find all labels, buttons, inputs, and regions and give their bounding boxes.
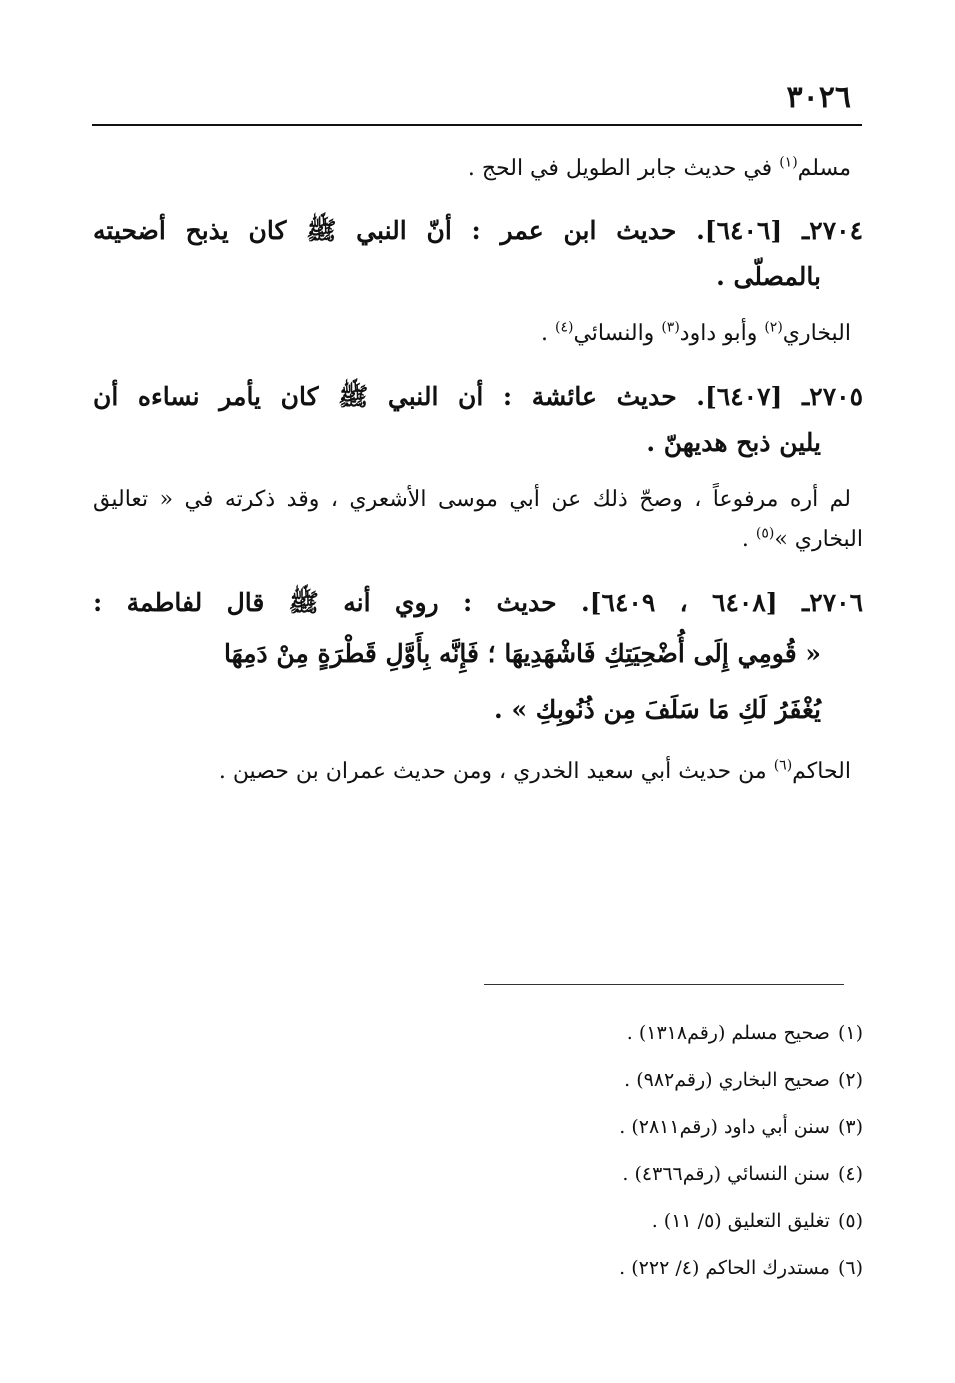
source-text: الحاكم: [792, 759, 851, 784]
footnote-ref: (٥): [755, 525, 775, 542]
footnote-item: [363, 1151, 863, 1198]
footnote-ref: (٣): [661, 319, 680, 336]
header-rule: [92, 124, 862, 126]
hadith-entry-2705: [93, 374, 863, 560]
footnote-text: سنن النسائي (رقم٤٣٦٦) .: [622, 1163, 830, 1185]
footnote-item: [363, 1245, 863, 1292]
entry-source-line: [93, 520, 863, 560]
footnote-text: تغليق التعليق (٥/ ١١) .: [651, 1210, 830, 1232]
intro-line: [93, 150, 851, 188]
footnote-text: مستدرك الحاكم (٤/ ٢٢٢) .: [619, 1257, 830, 1279]
footnote-ref: (٦): [773, 757, 793, 774]
footnote-number: (٢): [837, 1069, 863, 1091]
entry-heading-line: ٢٧٠٦ـ [٦٤٠٨ ، ٦٤٠٩]. حديث : روي أنه ﷺ قال لفاطمة :: [93, 588, 863, 617]
footnote-item: [363, 1010, 863, 1057]
source-text: والنسائي: [573, 321, 662, 346]
source-text: البخاري »: [774, 527, 863, 552]
entry-heading-line: ٢٧٠٤ـ [٦٤٠٦]. حديث ابن عمر : أنّ النبي ﷺ كان يذبح أضحيته: [93, 216, 863, 245]
source-text: البخاري: [782, 321, 851, 346]
footnote-number: (٣): [837, 1116, 863, 1138]
hadith-entry-2704: [93, 208, 863, 354]
main-text: [93, 150, 863, 792]
footnote-number: (١): [837, 1022, 863, 1044]
intro-text-after: في حديث جابر الطويل في الحج .: [467, 156, 780, 181]
source-text: وأبو داود: [679, 321, 765, 346]
footnote-ref: (١): [779, 154, 798, 171]
footnote-number: (٦): [837, 1257, 863, 1279]
hadith-entry-2706: [93, 580, 863, 792]
footnote-rule: [484, 984, 844, 985]
entry-source-line: لم أره مرفوعاً ، وصحّ ذلك عن أبي موسى الأشعري ، وقد ذكرته في « تعاليق: [93, 487, 851, 512]
footnote-item: [363, 1057, 863, 1104]
entry-heading-line: ٢٧٠٥ـ [٦٤٠٧]. حديث عائشة : أن النبي ﷺ كان يأمر نساءه أن: [93, 382, 863, 411]
footnote-text: صحيح مسلم (رقم١٣١٨) .: [626, 1022, 830, 1044]
footnote-text: سنن أبي داود (رقم٢٨١١) .: [619, 1116, 830, 1138]
source-text: .: [741, 527, 756, 552]
entry-heading-line: بالمصلّى .: [716, 262, 821, 291]
entry-source: [93, 314, 851, 354]
page-number: ٣٠٢٦: [786, 80, 851, 115]
source-text: من حديث أبي سعيد الخدري ، ومن حديث عمران بن حصين .: [218, 759, 774, 784]
footnote-text: صحيح البخاري (رقم٩٨٢) .: [624, 1069, 830, 1091]
entry-source: [93, 752, 851, 792]
footnotes: [363, 1010, 863, 1292]
footnote-ref: (٢): [764, 319, 783, 336]
source-text: .: [540, 321, 555, 346]
intro-text-before: مسلم: [797, 156, 851, 181]
footnote-item: [363, 1104, 863, 1151]
footnote-item: [363, 1198, 863, 1245]
hadith-quote-line: يُغْفَرُ لَكِ مَا سَلَفَ مِن ذُنُوبِكِ » .: [494, 695, 821, 724]
footnote-number: (٥): [837, 1210, 863, 1232]
hadith-quote-line: « قُومِي إِلَى أُضْحِيَتِكِ فَاشْهَدِيهَا ؛ فَإِنَّه بِأَوَّلِ قَطْرَةٍ مِنْ دَمِهَا: [223, 639, 821, 668]
entry-heading-line: يلين ذبح هديهنّ .: [646, 428, 821, 457]
footnote-ref: (٤): [554, 319, 574, 336]
footnote-number: (٤): [837, 1163, 863, 1185]
